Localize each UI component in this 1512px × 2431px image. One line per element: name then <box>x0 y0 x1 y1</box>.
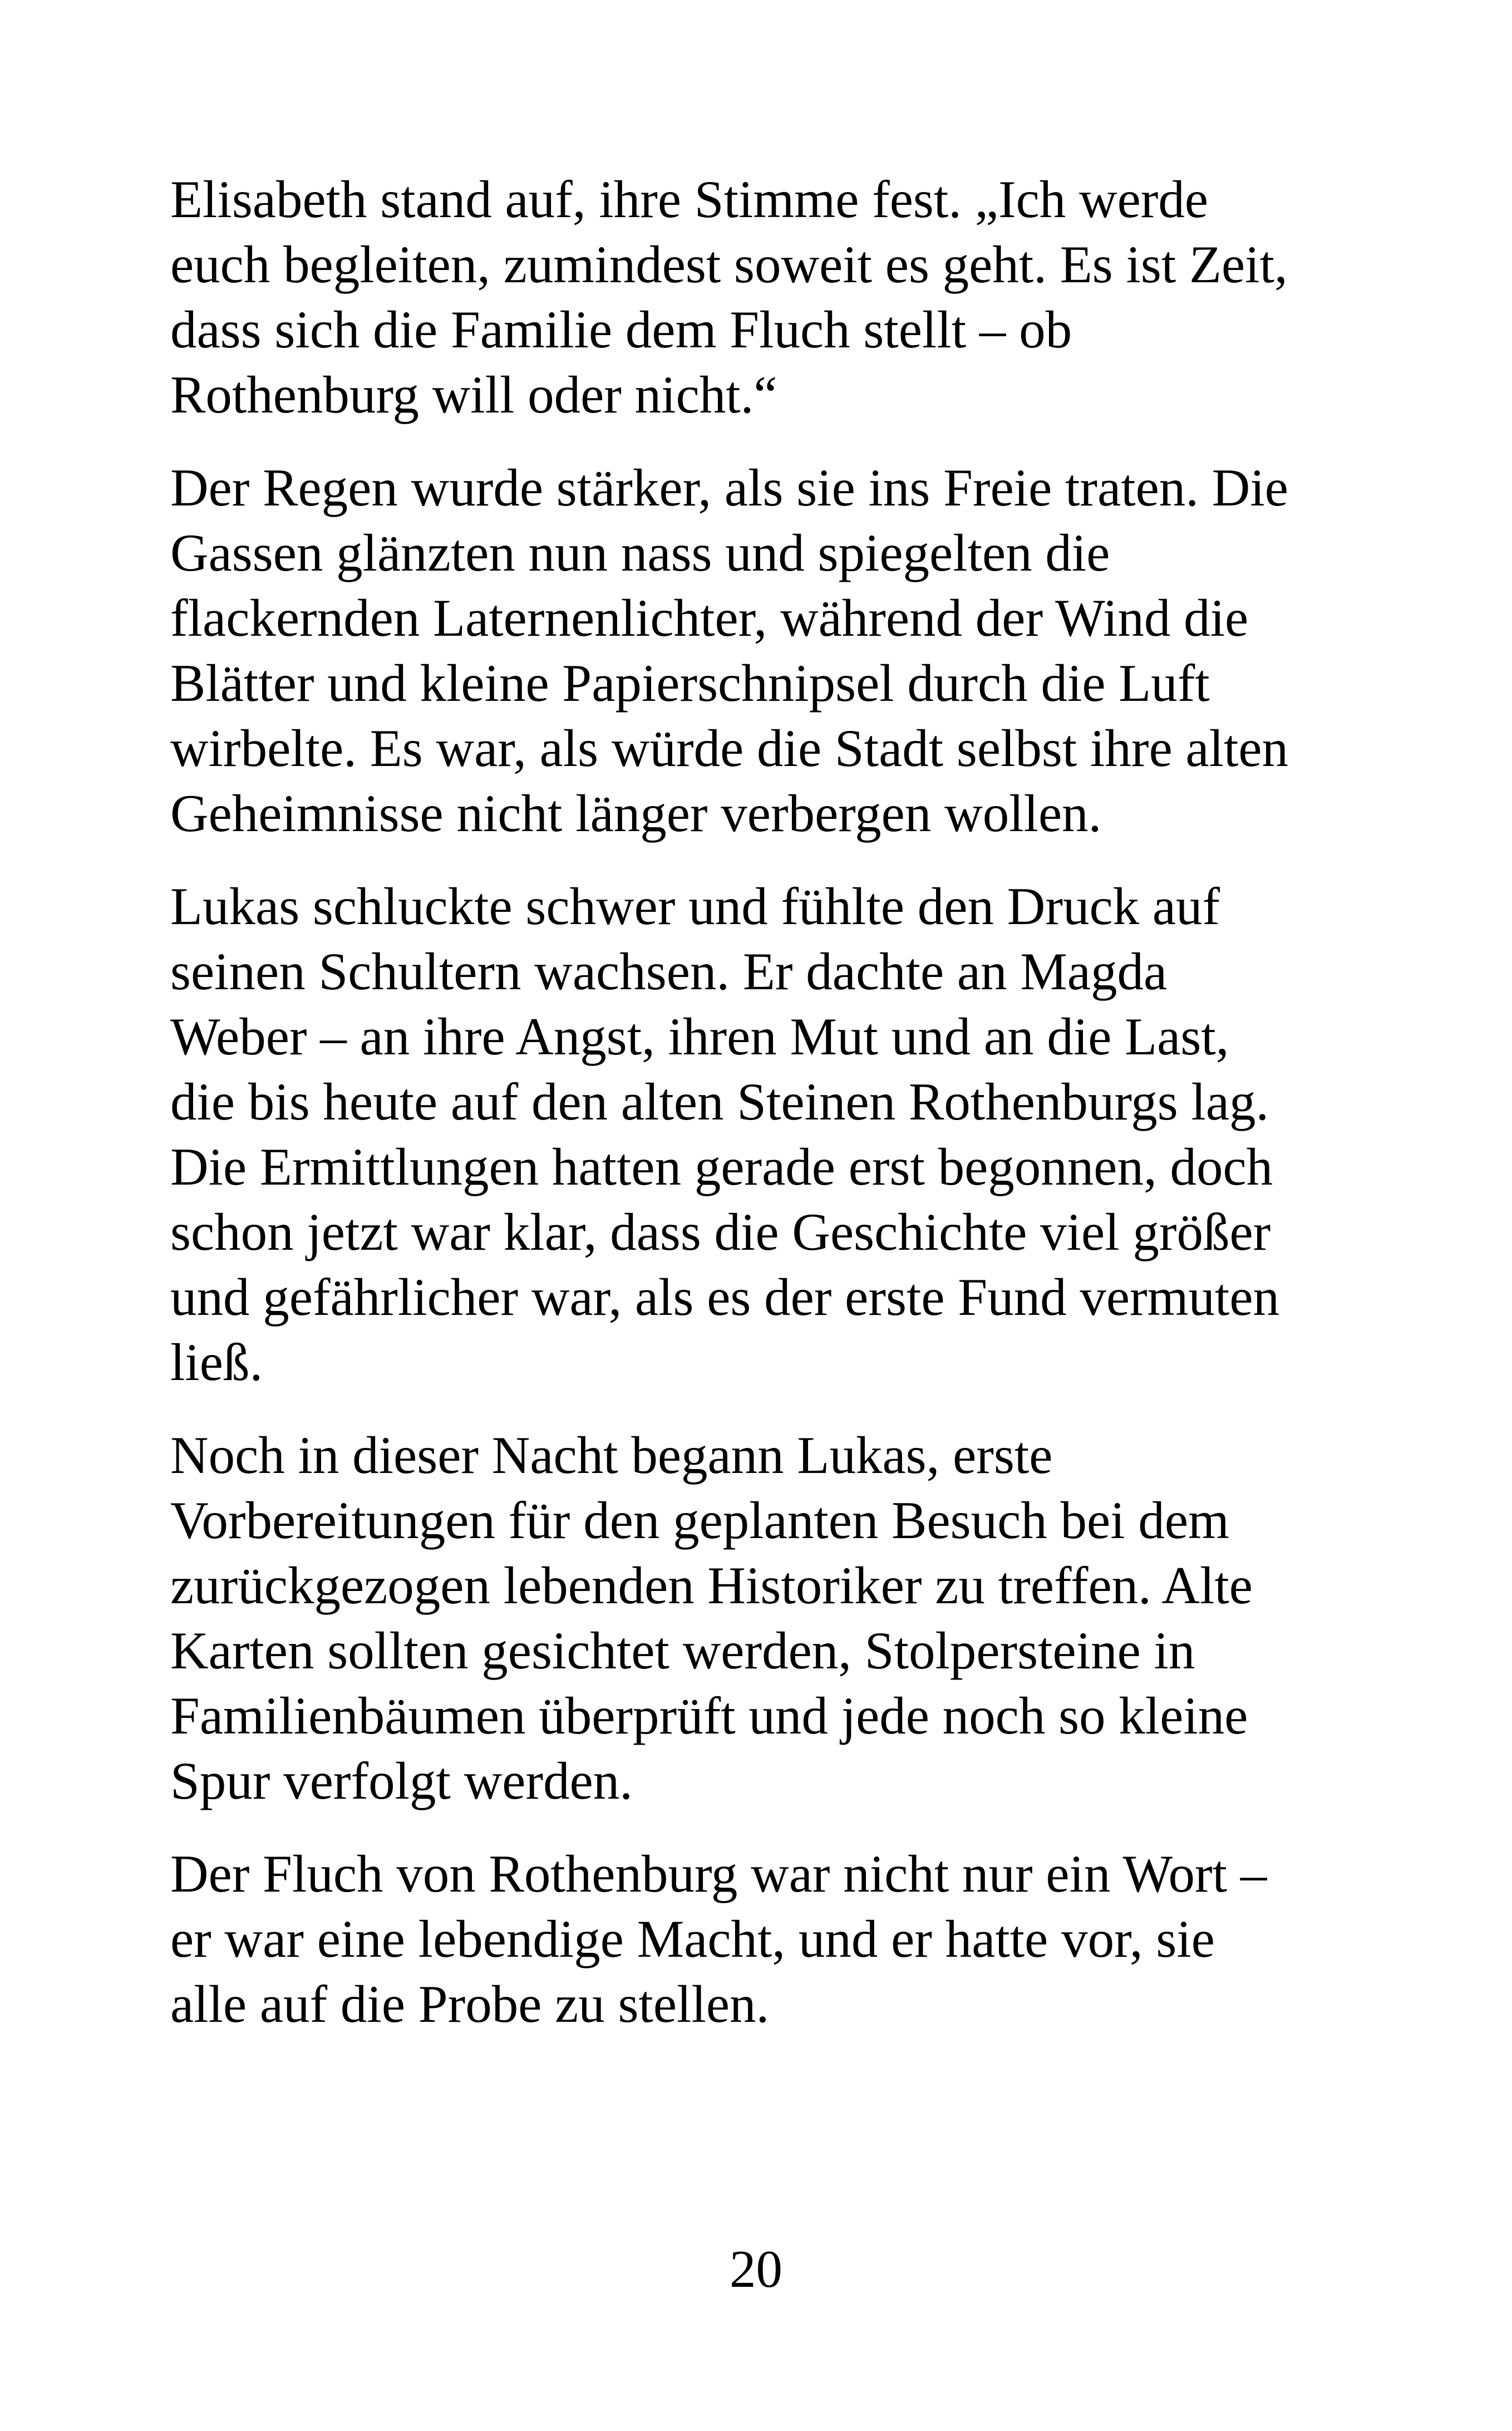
text-line: Elisabeth stand auf, ihre Stimme fest. „Ich werde <box>170 170 1209 229</box>
text-line: die bis heute auf den alten Steinen Rothenburgs lag. <box>170 1072 1269 1131</box>
text-line: und gefährlicher war, als es der erste Fund vermuten <box>170 1268 1280 1327</box>
text-line: Geheimnisse nicht länger verbergen wollen. <box>170 784 1102 843</box>
text-line: Rothenburg will oder nicht.“ <box>170 365 777 424</box>
text-line: zurückgezogen lebenden Historiker zu treffen. Alte <box>170 1556 1253 1615</box>
paragraph-4 <box>170 1423 1372 1814</box>
text-line: Vorbereitungen für den geplanten Besuch bei dem <box>170 1491 1229 1550</box>
text-line: Der Regen wurde stärker, als sie ins Freie traten. Die <box>170 458 1288 517</box>
text-line: seinen Schultern wachsen. Er dachte an Magda <box>170 942 1168 1001</box>
text-line: flackernden Laternenlichter, während der Wind die <box>170 588 1249 647</box>
page-number: 20 <box>730 2240 782 2299</box>
text-line: Der Fluch von Rothenburg war nicht nur ein Wort – <box>170 1844 1267 1903</box>
text-line: schon jetzt war klar, dass die Geschichte viel größer <box>170 1202 1271 1261</box>
text-line: ließ. <box>170 1333 263 1392</box>
text-line: Karten sollten gesichtet werden, Stolpersteine in <box>170 1621 1195 1680</box>
text-line: Spur verfolgt werden. <box>170 1751 633 1810</box>
text-line: Gassen glänzten nun nass und spiegelten die <box>170 523 1110 582</box>
text-line: Lukas schluckte schwer und fühlte den Druck auf <box>170 877 1220 936</box>
paragraph-1 <box>170 167 1372 428</box>
text-line: wirbelte. Es war, als würde die Stadt selbst ihre alten <box>170 719 1289 778</box>
text-line: Weber – an ihre Angst, ihren Mut und an die Last, <box>170 1007 1229 1066</box>
text-line: Familienbäumen überprüft und jede noch so kleine <box>170 1686 1248 1745</box>
paragraph-2 <box>170 455 1372 846</box>
text-line: dass sich die Familie dem Fluch stellt – ob <box>170 300 1072 359</box>
paragraph-5 <box>170 1841 1372 2037</box>
text-line: Die Ermittlungen hatten gerade erst begonnen, doch <box>170 1137 1273 1196</box>
body-text <box>170 167 1372 2065</box>
text-line: Noch in dieser Nacht begann Lukas, erste <box>170 1426 1053 1485</box>
text-line: Blätter und kleine Papierschnipsel durch die Luft <box>170 654 1210 713</box>
paragraph-3 <box>170 874 1372 1395</box>
text-line: alle auf die Probe zu stellen. <box>170 1975 770 2034</box>
text-line: er war eine lebendige Macht, und er hatte vor, sie <box>170 1909 1215 1968</box>
text-line: euch begleiten, zumindest soweit es geht. Es ist Zeit, <box>170 235 1288 294</box>
